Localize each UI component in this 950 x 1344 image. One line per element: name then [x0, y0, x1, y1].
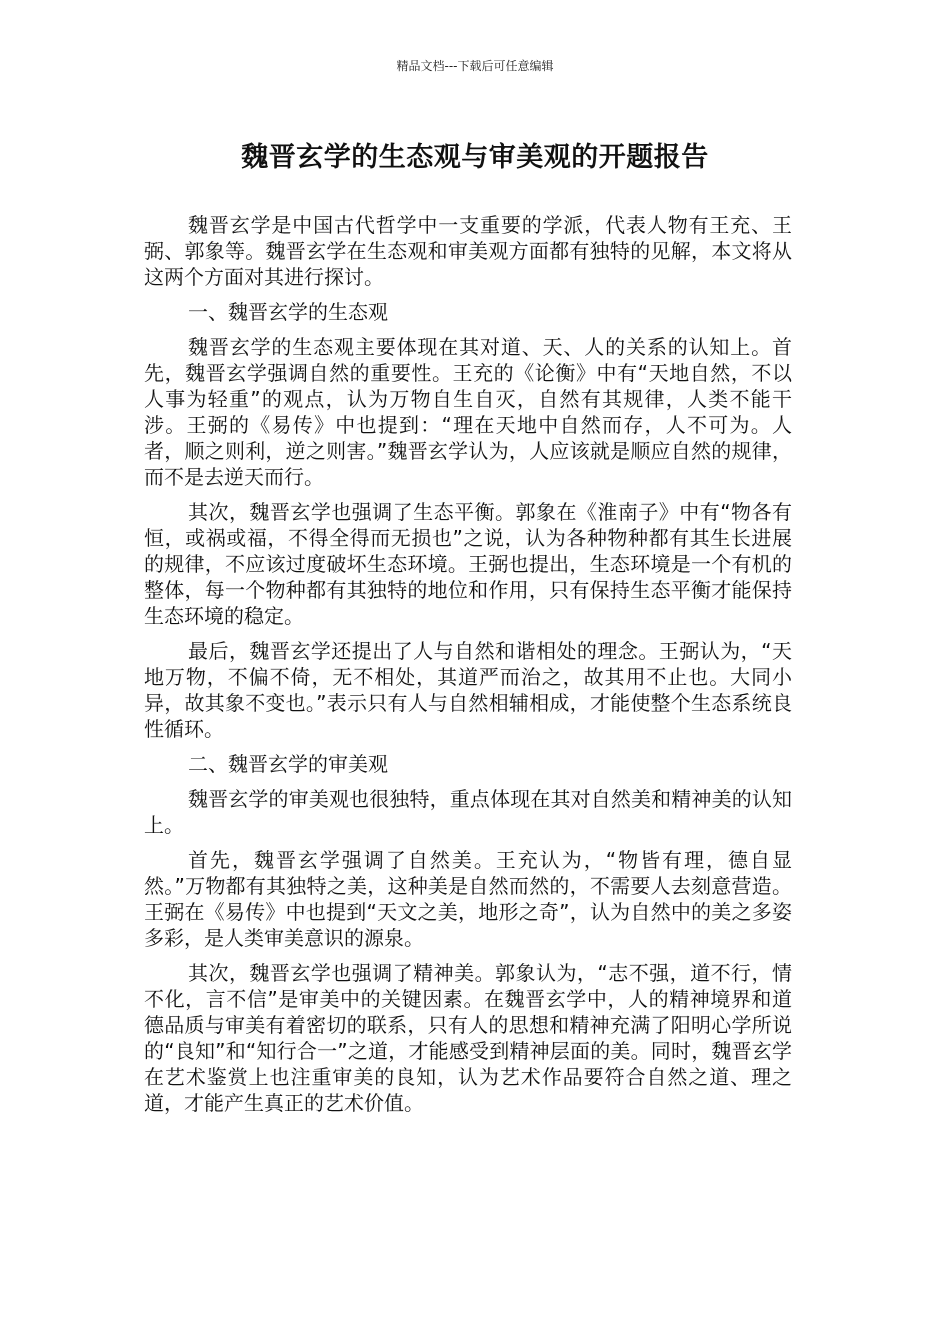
paragraph-ecology-1: 魏晋玄学的生态观主要体现在其对道、天、人的关系的认知上。首先，魏晋玄学强调自然的重要性。王充的《论衡》中有“天地自然，不以人事为轻重”的观点，认为万物自生自灭，自然有其规律，人类不能干涉。王弼的《易传》中也提到：“理在天地中自然而存，人不可为。人者，顺之则利，逆之则害。”魏晋玄学认为，人应该就是顺应自然的规律，而不是去逆天而行。: [144, 335, 792, 489]
paragraph-intro: 魏晋玄学是中国古代哲学中一支重要的学派，代表人物有王充、王弼、郭象等。魏晋玄学在生态观和审美观方面都有独特的见解，本文将从这两个方面对其进行探讨。: [144, 213, 792, 289]
paragraph-ecology-3: 最后，魏晋玄学还提出了人与自然和谐相处的理念。王弼认为，“天地万物，不偏不倚，无不相处，其道严而治之，故其用不止也。大同小异，故其象不变也。”表示只有人与自然相辅相成，才能使整个生态系统良性循环。: [144, 639, 792, 741]
paragraph-aesthetics-3: 其次，魏晋玄学也强调了精神美。郭象认为，“志不强，道不行，情不化，言不信”是审美中的关键因素。在魏晋玄学中，人的精神境界和道德品质与审美有着密切的联系，只有人的思想和精神充满了阳明心学所说的“良知”和“知行合一”之道，才能感受到精神层面的美。同时，魏晋玄学在艺术鉴赏上也注重审美的良知，认为艺术作品要符合自然之道、理之道，才能产生真正的艺术价值。: [144, 961, 792, 1115]
paragraph-aesthetics-2: 首先，魏晋玄学强调了自然美。王充认为，“物皆有理，德自显然。”万物都有其独特之美，这种美是自然而然的，不需要人去刻意营造。王弼在《易传》中也提到“天文之美，地形之奇”，认为自然中的美之多姿多彩，是人类审美意识的源泉。: [144, 848, 792, 950]
page-header: 精品文档---下载后可任意编辑: [396, 59, 554, 73]
section-heading-aesthetics: 二、魏晋玄学的审美观: [188, 752, 388, 776]
document-body: [144, 212, 792, 1125]
section-heading-ecology: 一、魏晋玄学的生态观: [188, 300, 388, 324]
document-title: 魏晋玄学的生态观与审美观的开题报告: [241, 142, 709, 173]
paragraph-ecology-2: 其次，魏晋玄学也强调了生态平衡。郭象在《淮南子》中有“物各有恒，或祸或福，不得全得而无损也”之说，认为各种物种都有其生长进展的规律，不应该过度破坏生态环境。王弼也提出，生态环境是一个有机的整体，每一个物种都有其独特的地位和作用，只有保持生态平衡才能保持生态环境的稳定。: [144, 500, 792, 628]
paragraph-aesthetics-1: 魏晋玄学的审美观也很独特，重点体现在其对自然美和精神美的认知上。: [144, 787, 792, 837]
